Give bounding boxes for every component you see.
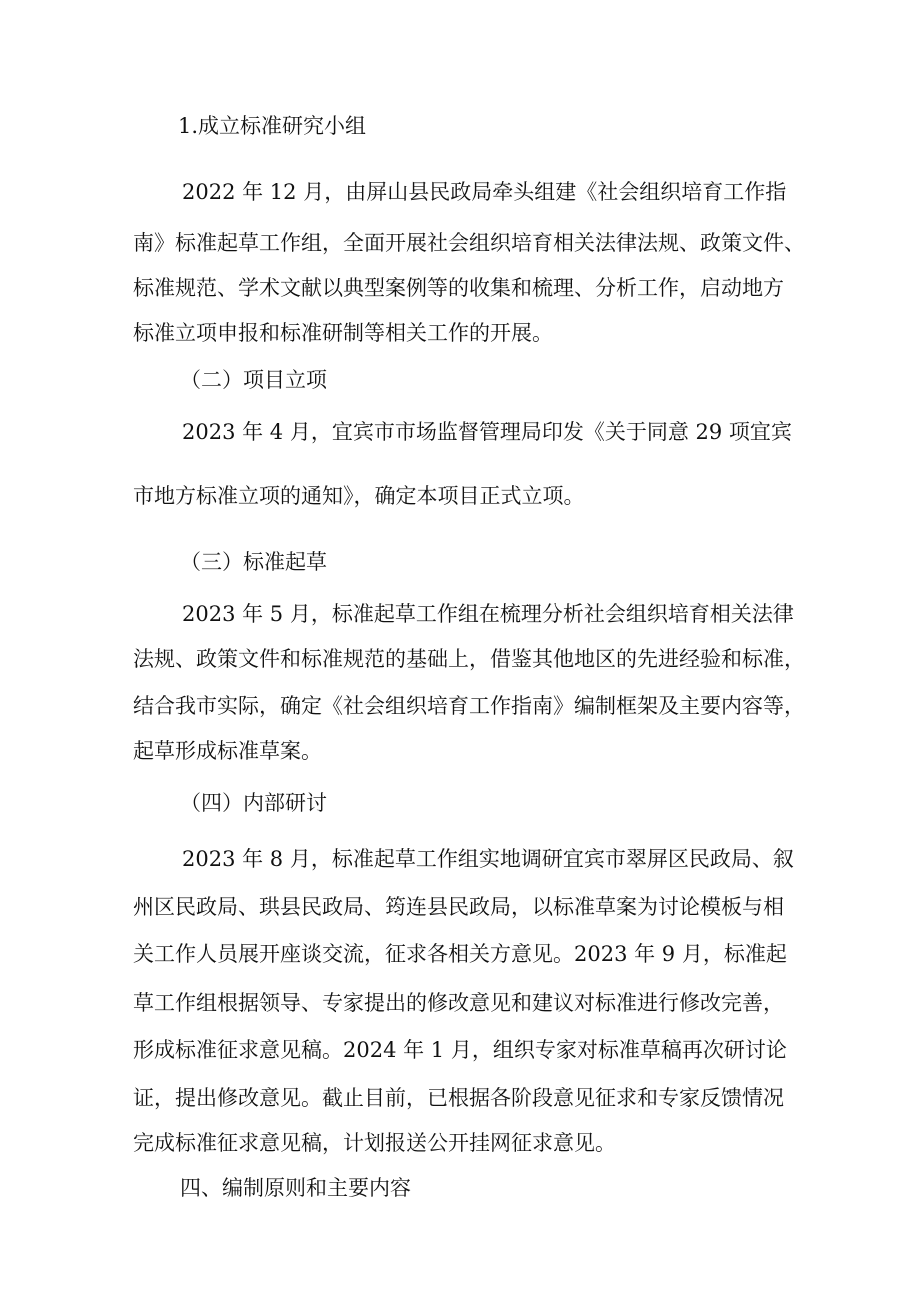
paragraph-line: 2022 年 12 月，由屏山县民政局牵头组建《社会组织培育工作指 [182,180,787,204]
heading-project-approval: （二）项目立项 [180,368,327,392]
paragraph-line: 标准立项申报和标准研制等相关工作的开展。 [133,321,553,345]
heading-principles-content: 四、编制原则和主要内容 [180,1176,411,1200]
paragraph-line: 草工作组根据领导、专家提出的修改意见和建议对标准进行修改完善， [133,991,784,1015]
paragraph-line: 2023 年 5 月，标准起草工作组在梳理分析社会组织培育相关法律 [182,602,794,626]
heading-internal-discussion: （四）内部研讨 [180,791,327,815]
paragraph-line: 形成标准征求意见稿。2024 年 1 月，组织专家对标准草稿再次研讨论 [133,1038,787,1062]
paragraph-line: 市地方标准立项的通知》，确定本项目正式立项。 [133,484,585,508]
paragraph-line: 证，提出修改意见。截止目前，已根据各阶段意见征求和专家反馈情况 [133,1086,784,1110]
paragraph-line: 结合我市实际，确定《社会组织培育工作指南》编制框架及主要内容等， [133,694,805,718]
heading-establish-group: 1.成立标准研究小组 [178,114,367,138]
paragraph-line: 南》标准起草工作组，全面开展社会组织培育相关法律法规、政策文件、 [133,231,805,255]
paragraph-line: 关工作人员展开座谈交流，征求各相关方意见。2023 年 9 月，标准起 [133,942,787,966]
heading-standard-drafting: （三）标准起草 [180,550,327,574]
paragraph-line: 标准规范、学术文献以典型案例等的收集和梳理、分析工作，启动地方 [133,276,784,300]
paragraph-line: 法规、政策文件和标准规范的基础上，借鉴其他地区的先进经验和标准， [133,647,805,671]
paragraph-line: 完成标准征求意见稿，计划报送公开挂网征求意见。 [133,1131,616,1155]
paragraph-line: 起草形成标准草案。 [133,739,322,763]
paragraph-line: 2023 年 4 月，宜宾市市场监督管理局印发《关于同意 29 项宜宾 [182,420,792,444]
paragraph-line: 州区民政局、珙县民政局、筠连县民政局，以标准草案为讨论模板与相 [133,895,784,919]
paragraph-line: 2023 年 8 月，标准起草工作组实地调研宜宾市翠屏区民政局、叙 [182,847,794,871]
